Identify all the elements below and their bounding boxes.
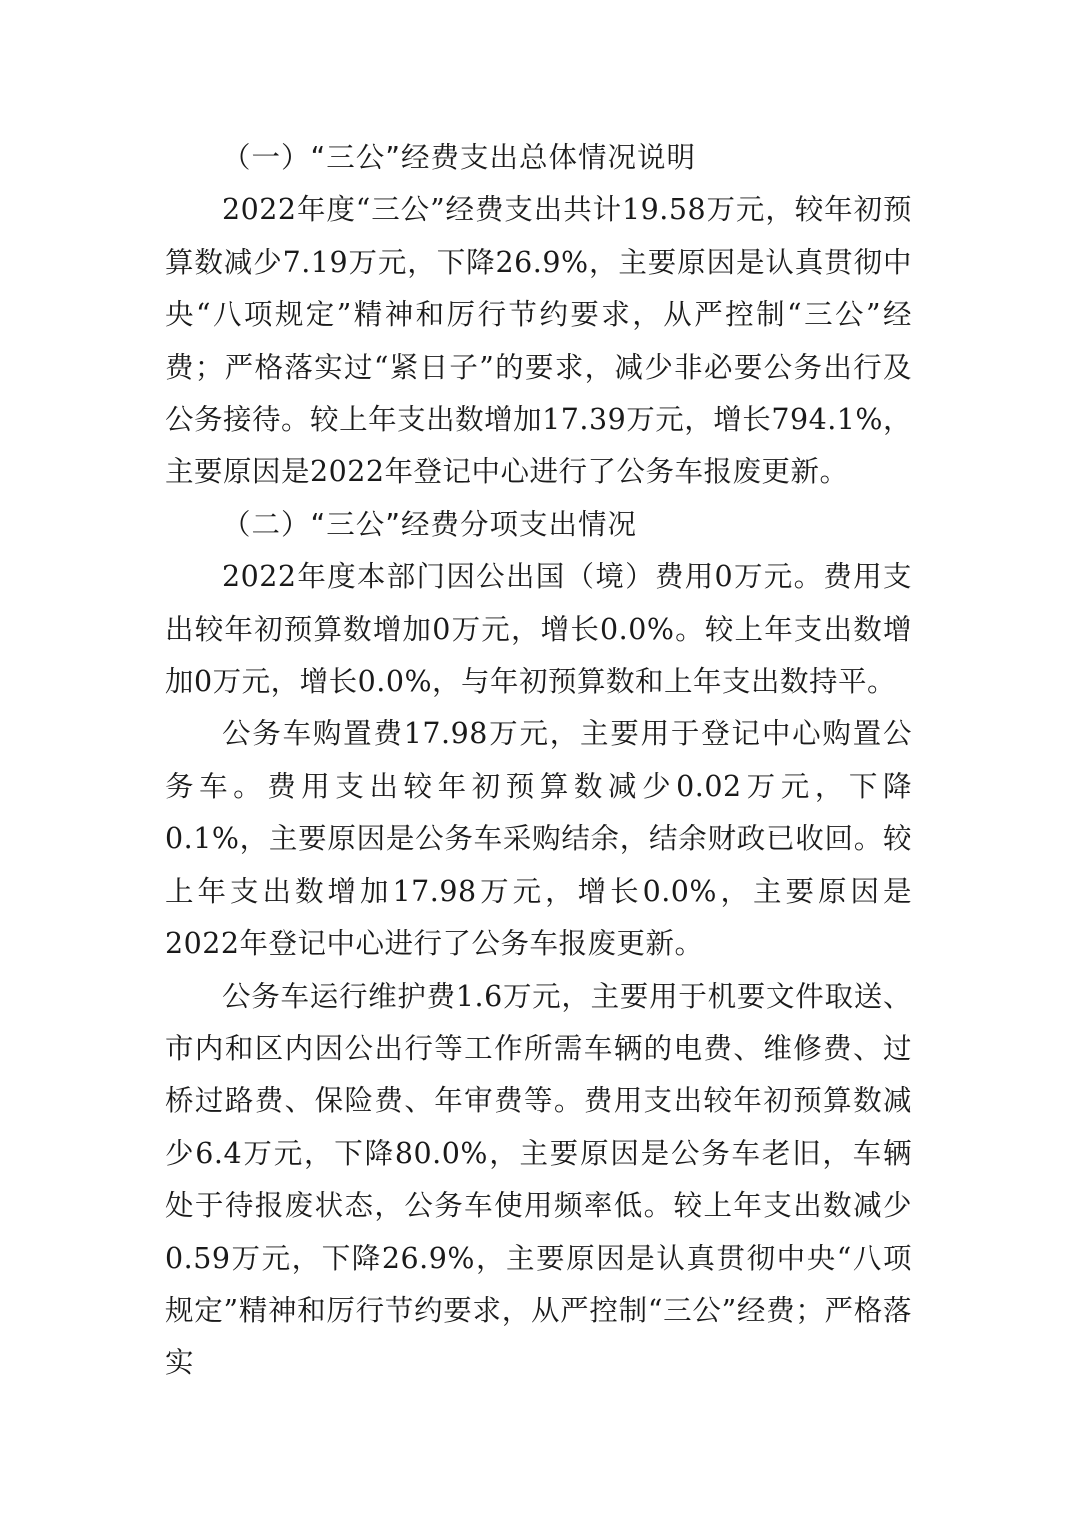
document-body (165, 132, 912, 1390)
paragraph-vehicle-maintenance: 公务车运行维护费1.6万元，主要用于机要文件取送、市内和区内因公出行等工作所需车辆的电费、维修费、过桥过路费、保险费、年审费等。费用支出较年初预算数减少6.4万元，下降80.0%，主要原因是公务车老旧，车辆处于待报废状态，公务车使用频率低。较上年支出数减少0.59万元，下降26.9%，主要原因是认真贯彻中央“八项规定”精神和厉行节约要求，从严控制“三公”经费；严格落实 (165, 979, 912, 1380)
section-heading-overall: （一）“三公”经费支出总体情况说明 (222, 141, 697, 174)
section-heading-itemized: （二）“三公”经费分项支出情况 (222, 507, 638, 541)
paragraph-overall-expenditure: 2022年度“三公”经费支出共计19.58万元，较年初预算数减少7.19万元，下降26.9%，主要原因是认真贯彻中央“八项规定”精神和厉行节约要求，从严控制“三公”经费；严格落实过“紧日子”的要求，减少非必要公务出行及公务接待。较上年支出数增加17.39万元，增长794.1%，主要原因是2022年登记中心进行了公务车报废更新。 (165, 193, 912, 489)
paragraph-overseas-travel: 2022年度本部门因公出国（境）费用0万元。费用支出较年初预算数增加0万元，增长0.0%。较上年支出数增加0万元，增长0.0%，与年初预算数和上年支出数持平。 (165, 560, 912, 699)
paragraph-vehicle-purchase: 公务车购置费17.98万元，主要用于登记中心购置公务车。费用支出较年初预算数减少0.02万元，下降0.1%，主要原因是公务车采购结余，结余财政已收回。较上年支出数增加17.98万元，增长0.0%，主要原因是2022年登记中心进行了公务车报废更新。 (165, 717, 912, 961)
